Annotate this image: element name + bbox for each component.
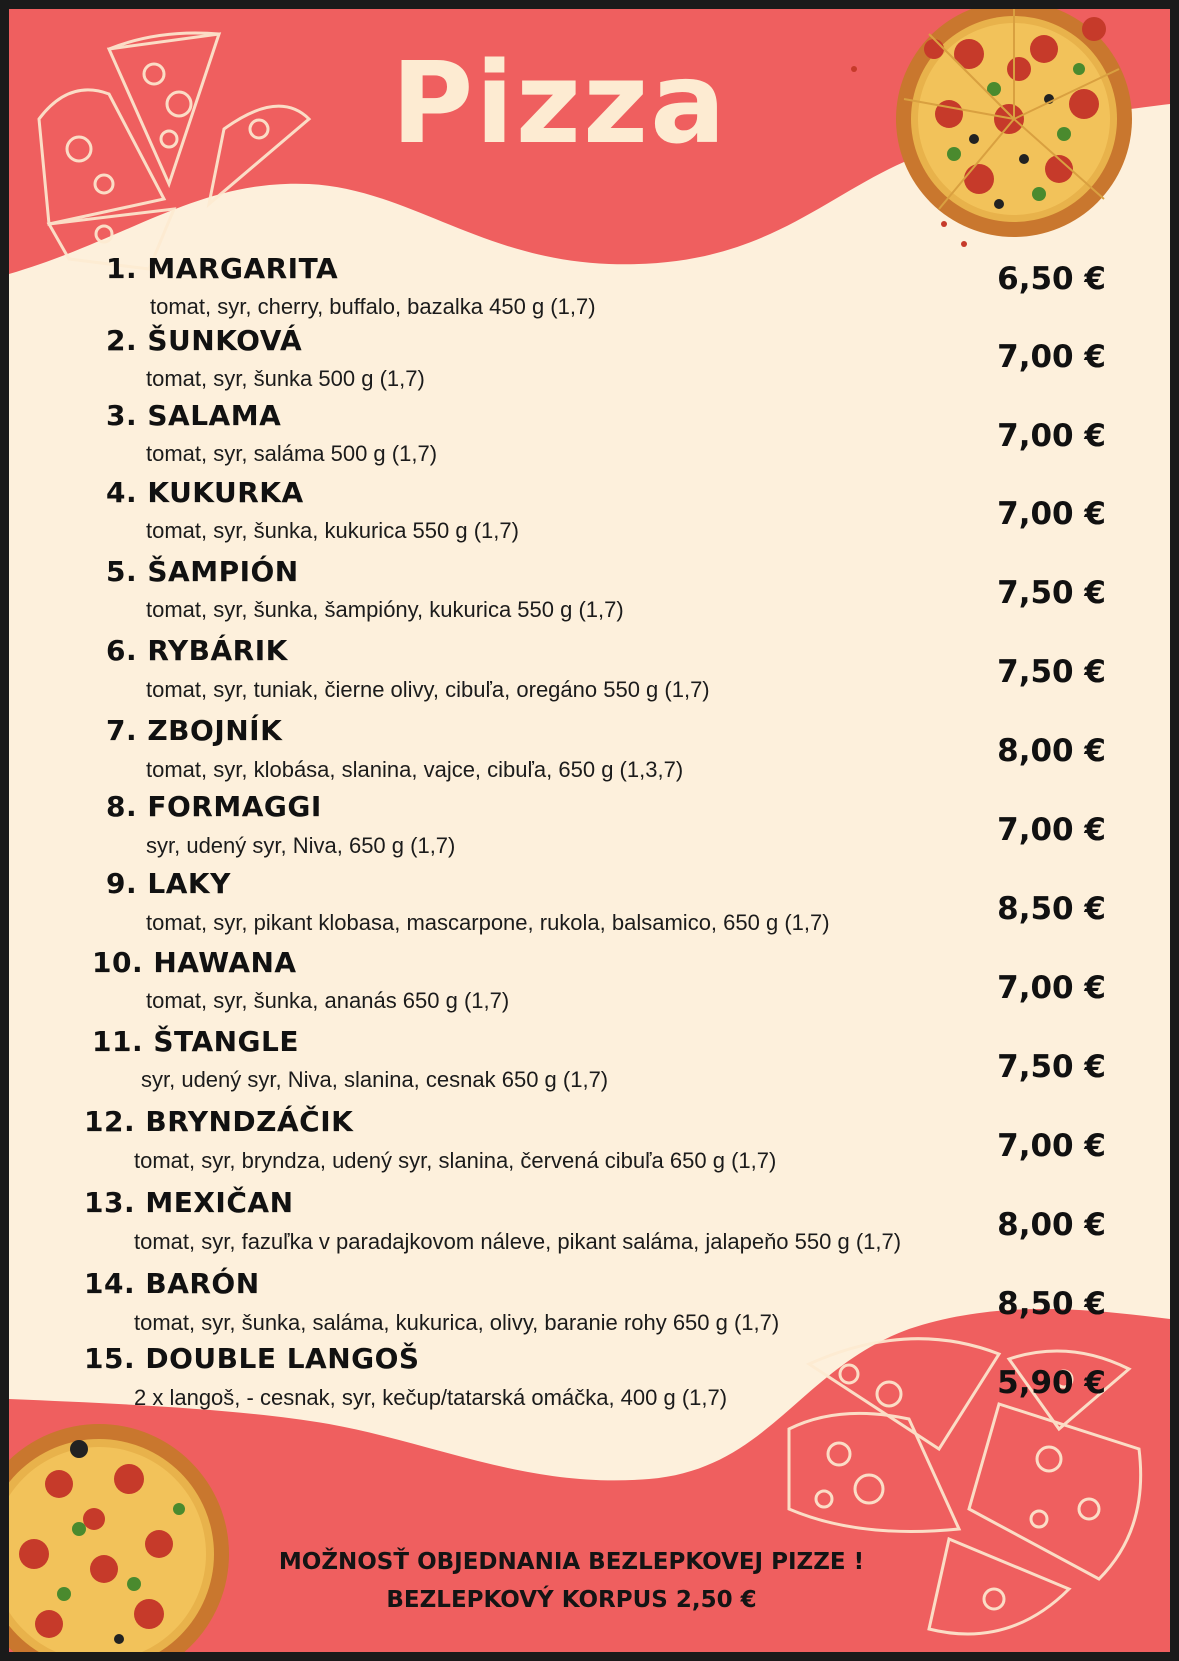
item-description: tomat, syr, bryndza, udený syr, slanina, červená cibuľa 650 g (1,7) xyxy=(134,1148,777,1173)
item-price: 7,50 € xyxy=(997,575,1106,611)
item-name: 4. KUKURKA xyxy=(106,476,304,509)
menu-page xyxy=(9,9,1170,1652)
item-name: 11. ŠTANGLE xyxy=(92,1025,299,1058)
item-description: 2 x langoš, - cesnak, syr, kečup/tatarská omáčka, 400 g (1,7) xyxy=(134,1385,728,1410)
item-price: 7,50 € xyxy=(997,1049,1106,1085)
item-name: 7. ZBOJNÍK xyxy=(106,714,283,747)
item-description: tomat, syr, cherry, buffalo, bazalka 450 g (1,7) xyxy=(150,294,596,319)
item-description: tomat, syr, šunka, šampióny, kukurica 550 g (1,7) xyxy=(146,597,624,622)
item-description: tomat, syr, šunka 500 g (1,7) xyxy=(146,366,425,391)
item-price: 7,00 € xyxy=(997,1128,1106,1164)
item-price: 7,00 € xyxy=(997,418,1106,454)
gluten-free-price: BEZLEPKOVÝ KORPUS 2,50 € xyxy=(386,1587,757,1613)
item-description: tomat, syr, šunka, ananás 650 g (1,7) xyxy=(146,988,510,1013)
item-name: 2. ŠUNKOVÁ xyxy=(106,324,303,357)
item-price: 8,50 € xyxy=(997,1286,1106,1322)
item-price: 8,50 € xyxy=(997,891,1106,927)
item-price: 6,50 € xyxy=(997,261,1106,297)
item-name: 6. RYBÁRIK xyxy=(106,634,288,667)
item-description: tomat, syr, pikant klobasa, mascarpone, rukola, balsamico, 650 g (1,7) xyxy=(146,910,830,935)
item-description: syr, udený syr, Niva, 650 g (1,7) xyxy=(146,833,456,858)
item-price: 7,50 € xyxy=(997,654,1106,690)
item-name: 14. BARÓN xyxy=(84,1267,260,1300)
item-price: 8,00 € xyxy=(997,1207,1106,1243)
item-price: 7,00 € xyxy=(997,339,1106,375)
item-name: 13. MEXIČAN xyxy=(84,1186,294,1219)
item-name: 12. BRYNDZÁČIK xyxy=(84,1105,354,1138)
item-description: tomat, syr, šunka, kukurica 550 g (1,7) xyxy=(146,518,519,543)
item-name: 9. LAKY xyxy=(106,867,231,900)
item-name: 15. DOUBLE LANGOŠ xyxy=(84,1342,420,1375)
item-price: 8,00 € xyxy=(997,733,1106,769)
item-description: syr, udený syr, Niva, slanina, cesnak 650 g (1,7) xyxy=(141,1067,609,1092)
menu-title: Pizza xyxy=(391,39,728,169)
item-name: 5. ŠAMPIÓN xyxy=(106,555,299,588)
item-description: tomat, syr, klobása, slanina, vajce, cibuľa, 650 g (1,3,7) xyxy=(146,757,684,782)
item-name: 3. SALAMA xyxy=(106,399,282,432)
item-description: tomat, syr, šunka, saláma, kukurica, olivy, baranie rohy 650 g (1,7) xyxy=(134,1310,780,1335)
item-price: 7,00 € xyxy=(997,812,1106,848)
item-description: tomat, syr, saláma 500 g (1,7) xyxy=(146,441,438,466)
item-price: 5,90 € xyxy=(997,1365,1106,1401)
item-description: tomat, syr, fazuľka v paradajkovom náleve, pikant saláma, jalapeňo 550 g (1,7) xyxy=(134,1229,902,1254)
item-name: 10. HAWANA xyxy=(92,946,297,979)
item-price: 7,00 € xyxy=(997,970,1106,1006)
item-name: 8. FORMAGGI xyxy=(106,790,322,823)
item-description: tomat, syr, tuniak, čierne olivy, cibuľa, oregáno 550 g (1,7) xyxy=(146,677,710,702)
item-price: 7,00 € xyxy=(997,496,1106,532)
gluten-free-notice: MOŽNOSŤ OBJEDNANIA BEZLEPKOVEJ PIZZE ! xyxy=(278,1549,865,1575)
item-name: 1. MARGARITA xyxy=(106,252,339,285)
